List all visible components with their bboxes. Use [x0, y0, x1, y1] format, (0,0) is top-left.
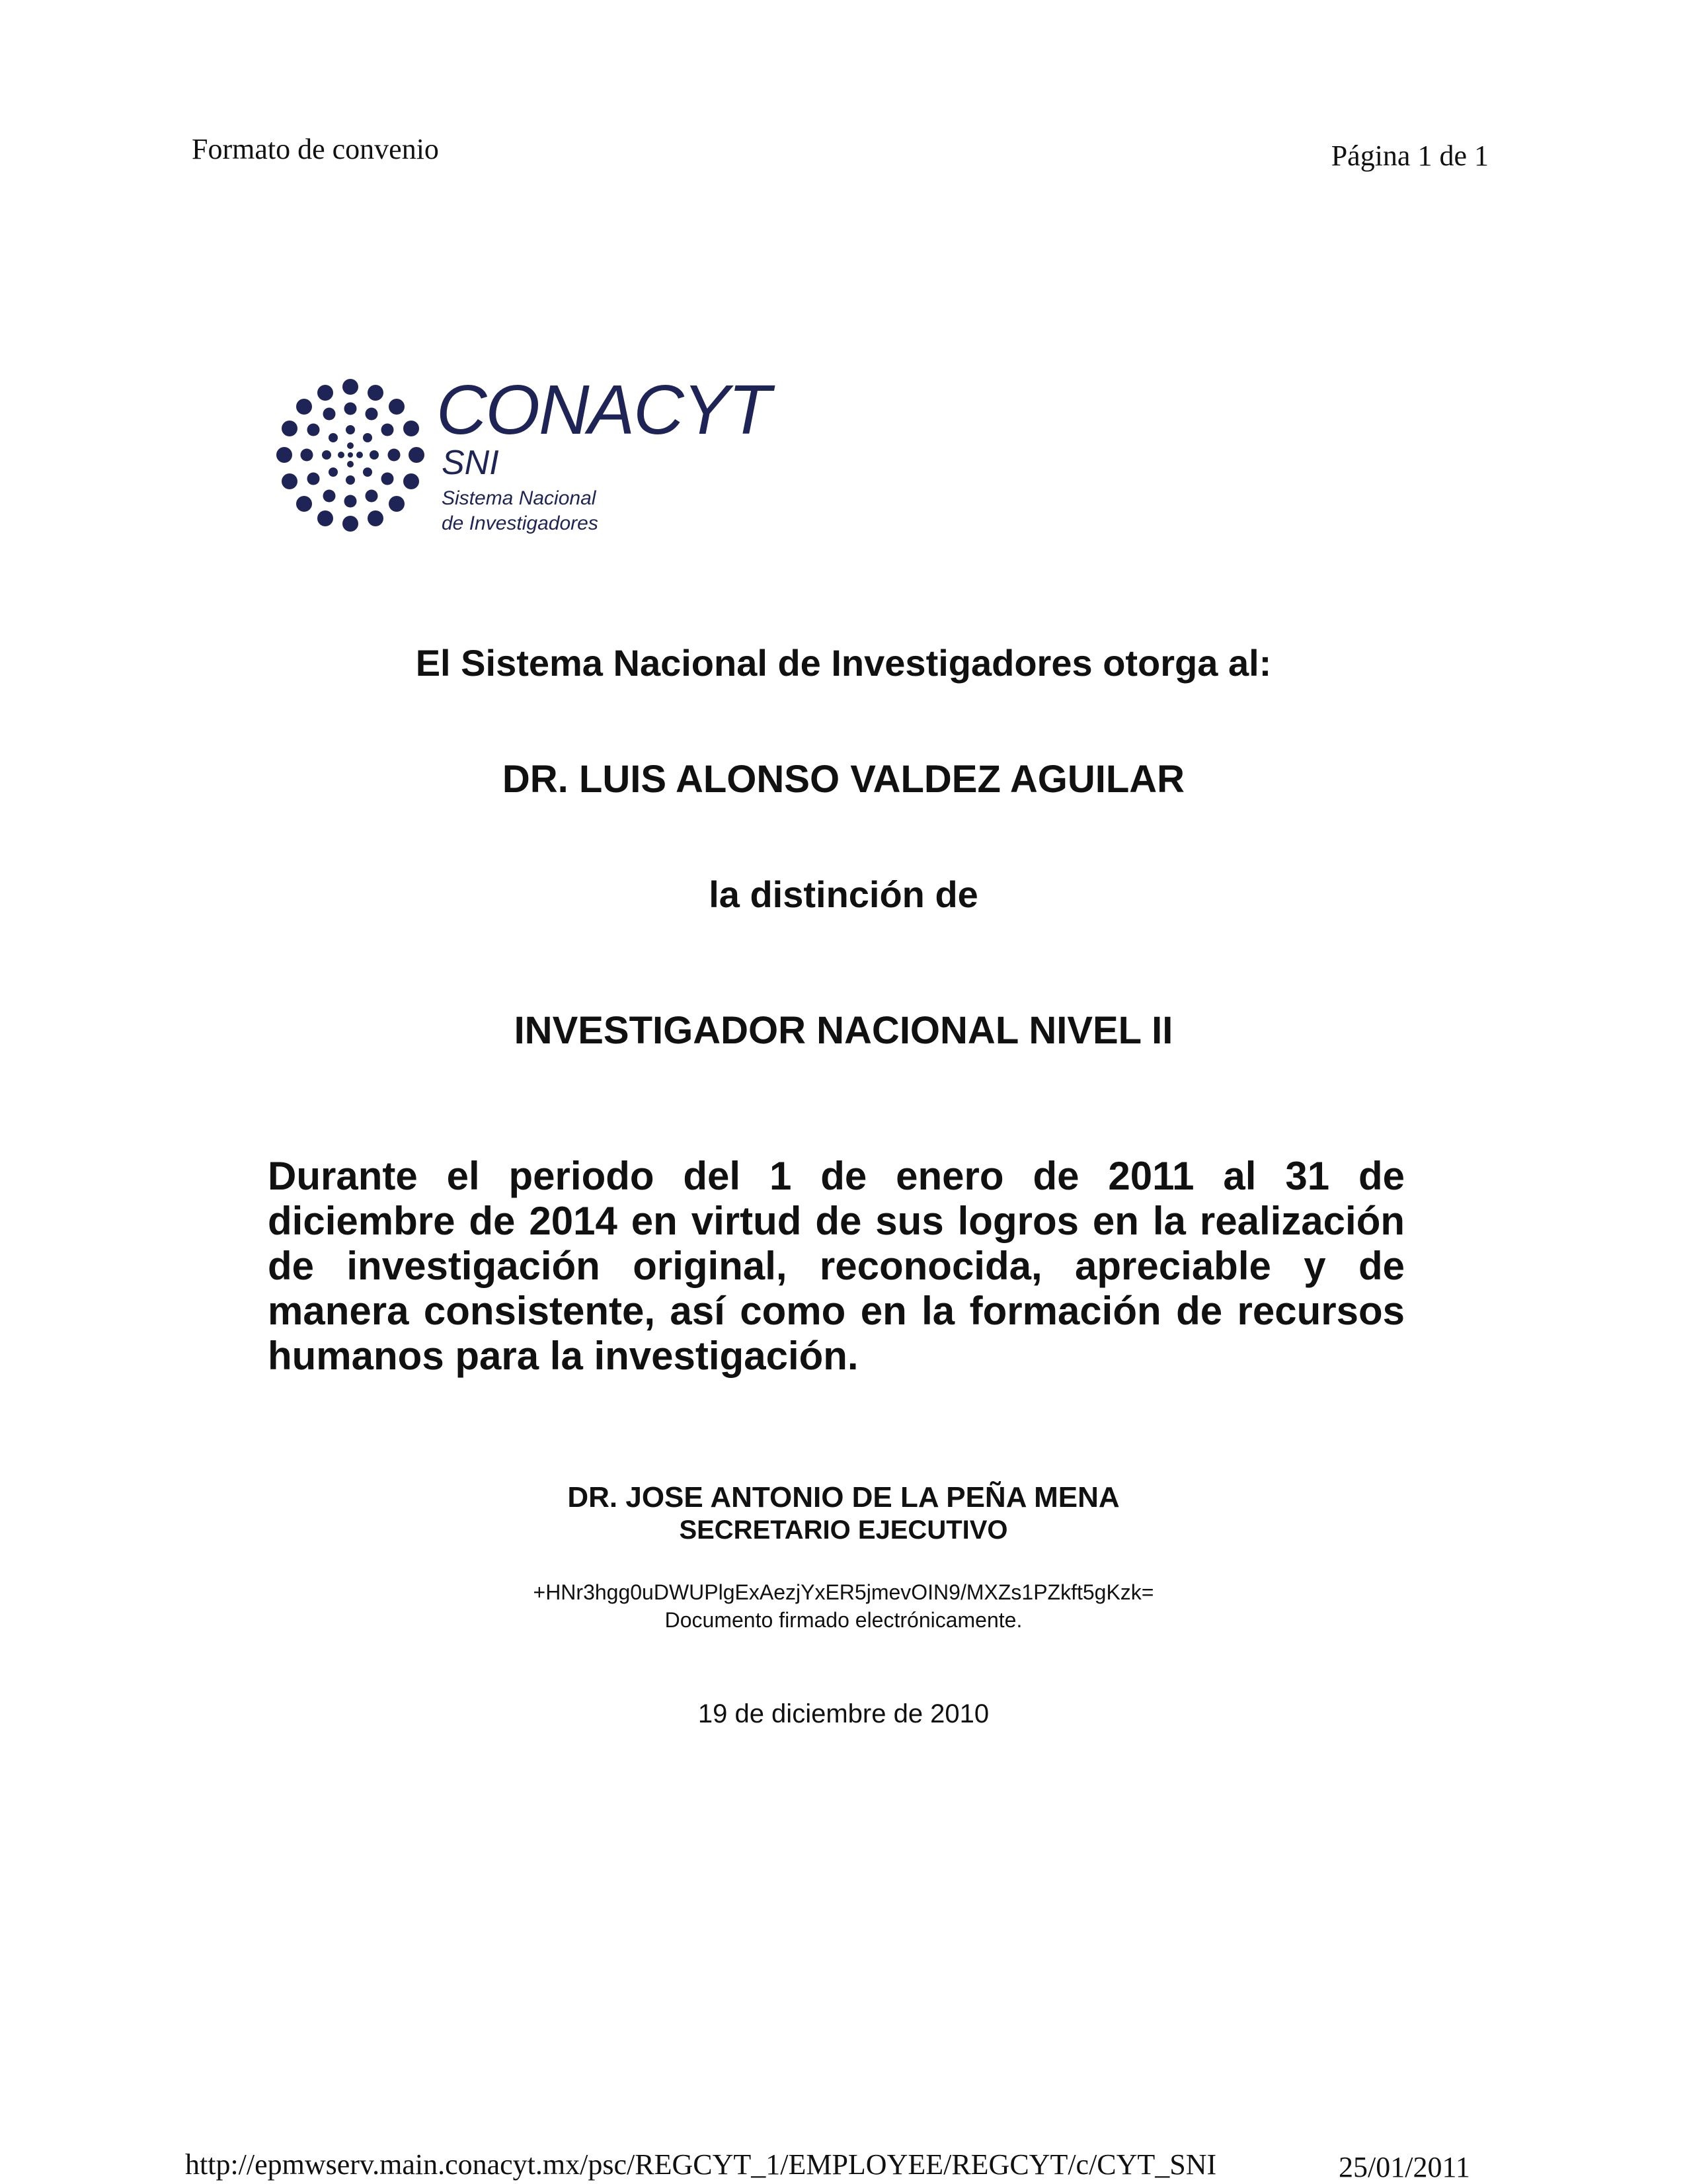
logo-subtitle: SNI: [442, 444, 499, 482]
logo-title: CONACYT: [436, 371, 770, 449]
certificate-body: Durante el periodo del 1 de enero de 2011 al 31 de diciembre de 2014 en virtud de sus logros en la realización de investigación original, reconocida, apreciable y de manera consistente, así como en la formación de recursos humanos para la investigación.: [268, 1154, 1405, 1378]
footer-date: 25/01/2011: [1339, 2151, 1470, 2183]
logo-desc-line1: Sistema Nacional: [442, 487, 596, 509]
header-page-number: Página 1 de 1: [1331, 140, 1489, 172]
distinction-label: la distinción de: [709, 873, 978, 915]
signatory-title: SECRETARIO EJECUTIVO: [679, 1516, 1008, 1545]
distinction-title: INVESTIGADOR NACIONAL NIVEL II: [514, 1009, 1173, 1052]
electronic-signature-hash: +HNr3hgg0uDWUPlgExAezjYxER5jmevOIN9/MXZs1PZkft5gKzk=: [533, 1580, 1154, 1604]
signatory-name: DR. JOSE ANTONIO DE LA PEÑA MENA: [567, 1481, 1120, 1514]
conacyt-logo: [271, 371, 770, 542]
logo-description: [442, 486, 598, 536]
header-form-label: Formato de convenio: [192, 133, 439, 165]
certificate-intro: El Sistema Nacional de Investigadores otorga al:: [415, 642, 1272, 684]
electronic-signature-note: Documento firmado electrónicamente.: [664, 1608, 1023, 1632]
conacyt-dots-icon: [271, 377, 430, 536]
footer-url: http://epmwserv.main.conacyt.mx/psc/REGCYT_1/EMPLOYEE/REGCYT/c/CYT_SNI: [185, 2148, 1217, 2181]
issue-date: 19 de diciembre de 2010: [697, 1699, 990, 1728]
logo-desc-line2: de Investigadores: [442, 512, 598, 534]
recipient-name: DR. LUIS ALONSO VALDEZ AGUILAR: [502, 758, 1185, 801]
